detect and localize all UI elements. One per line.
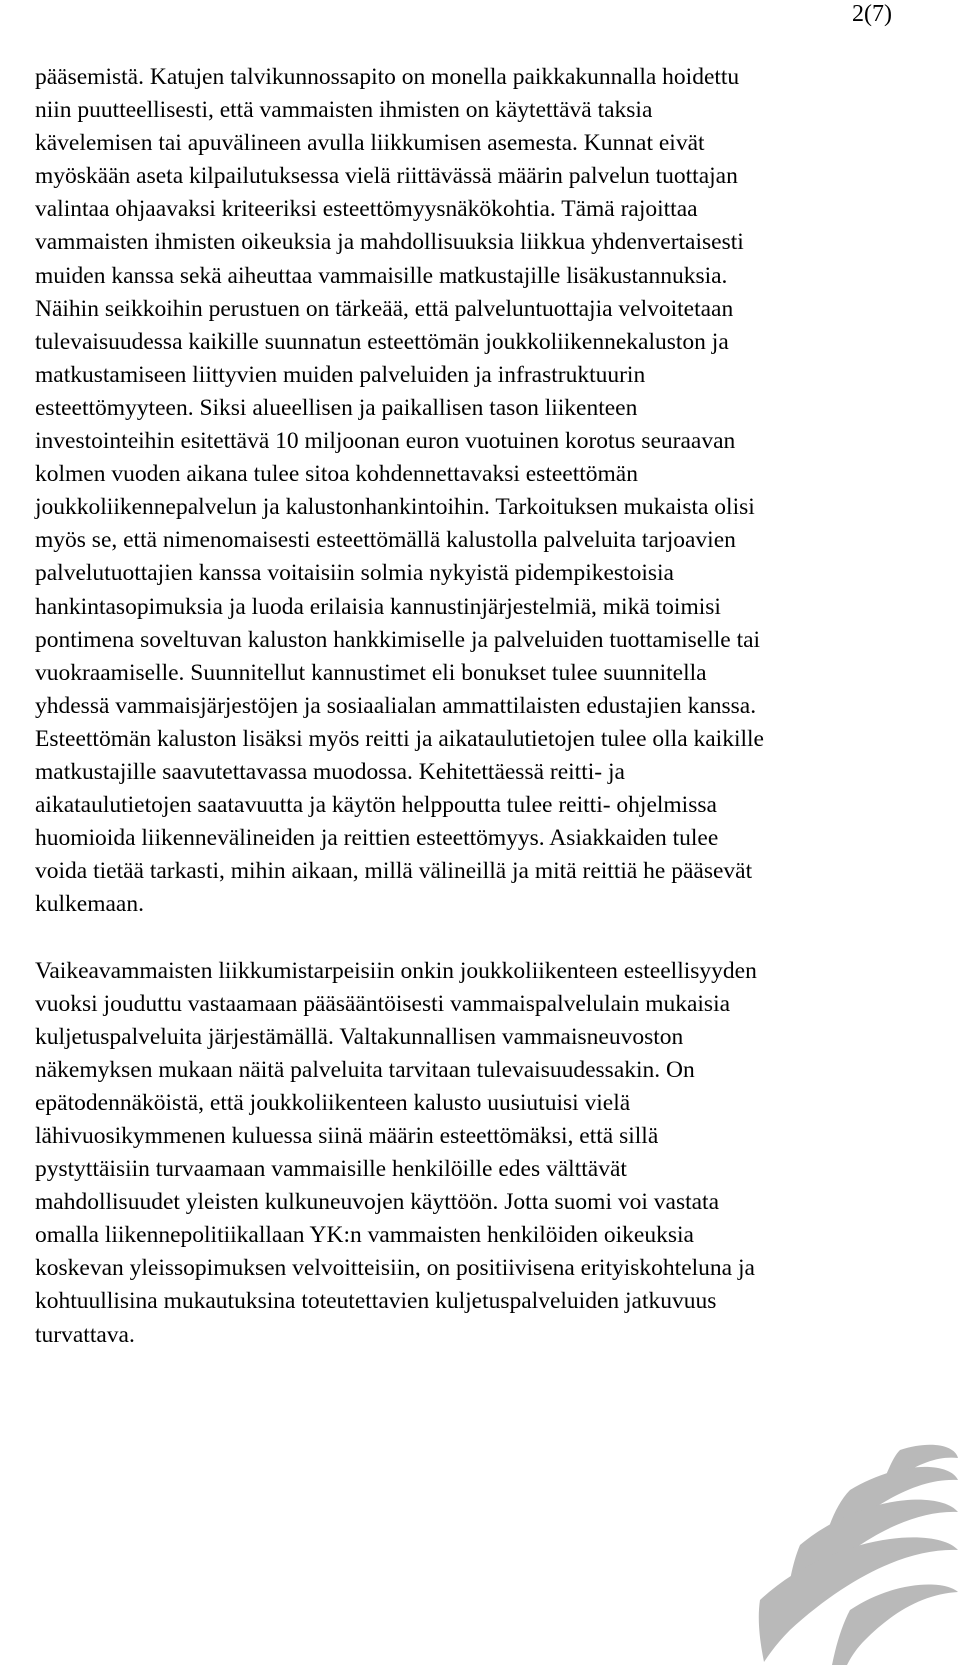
text-line: pystyttäisiin turvaamaan vammaisille henkilöille edes välttävät xyxy=(35,1156,627,1183)
text-line: palvelutuottajien kanssa voitaisiin solmia nykyistä pidempikestoisia xyxy=(35,560,674,587)
text-line: lähivuosikymmenen kuluessa siinä määrin esteettömäksi, että sillä xyxy=(35,1123,659,1149)
document-body xyxy=(35,61,905,1352)
paragraph-1 xyxy=(35,61,905,921)
text-line: kohtuullisina mukautuksina toteutettavien kuljetuspalveluiden jatkuvuus xyxy=(35,1288,717,1315)
text-line: kuljetuspalveluita järjestämällä. Valtakunnallisen vammaisneuvoston xyxy=(35,1023,684,1050)
text-line: muiden kanssa sekä aiheuttaa vammaisille matkustajille lisäkustannuksia. xyxy=(35,262,728,289)
text-line: epätodennäköistä, että joukkoliikenteen kalusto uusiutuisi vielä xyxy=(35,1089,631,1116)
text-line: tulevaisuudessa kaikille suunnatun esteettömän joukkoliikennekaluston ja xyxy=(35,328,729,355)
text-line: näkemyksen mukaan näitä palveluita tarvitaan tulevaisuudessakin. On xyxy=(35,1056,695,1083)
paragraph-2 xyxy=(35,955,905,1352)
text-line: yhdessä vammaisjärjestöjen ja sosiaalialan ammattilaisten edustajien kanssa. xyxy=(35,692,757,719)
text-line: myös se, että nimenomaisesti esteettömällä kalustolla palveluita tarjoavien xyxy=(35,527,736,554)
text-line: huomioida liikennevälineiden ja reittien esteettömyys. Asiakkaiden tulee xyxy=(35,825,719,852)
swoosh-stroke xyxy=(832,1585,958,1665)
text-line: kolmen vuoden aikana tulee sitoa kohdennettavaksi esteettömän xyxy=(35,461,638,488)
text-line: Esteettömän kaluston lisäksi myös reitti ja aikataulutietojen tulee olla kaikille xyxy=(35,725,764,752)
text-line: Näihin seikkoihin perustuen on tärkeää, että palveluntuottajia velvoitetaan xyxy=(35,295,734,322)
text-line: pääsemistä. Katujen talvikunnossapito on monella paikkakunnalla hoidettu xyxy=(35,64,740,90)
text-line: pontimena soveltuvan kaluston hankkimiselle ja palveluiden tuottamiselle tai xyxy=(35,626,761,653)
text-line: omalla liikennepolitiikallaan YK:n vammaisten henkilöiden oikeuksia xyxy=(35,1222,694,1249)
text-line: vammaisten ihmisten oikeuksia ja mahdollisuuksia liikkua yhdenvertaisesti xyxy=(35,229,744,256)
text-line: valintaa ohjaavaksi kriteeriksi esteettömyysnäkökohtia. Tämä rajoittaa xyxy=(35,196,698,223)
text-line: joukkoliikennepalvelun ja kalustonhankintoihin. Tarkoituksen mukaista olisi xyxy=(35,494,755,521)
text-line: esteettömyyteen. Siksi alueellisen ja paikallisen tason liikenteen xyxy=(35,394,638,421)
text-line: koskevan yleissopimuksen velvoitteisiin, on positiivisena erityiskohteluna ja xyxy=(35,1255,755,1282)
text-line: matkustamiseen liittyvien muiden palveluiden ja infrastruktuurin xyxy=(35,361,646,388)
text-line: aikataulutietojen saatavuutta ja käytön helppoutta tulee reitti- ohjelmissa xyxy=(35,792,717,819)
swoosh-logo-icon xyxy=(700,1440,960,1665)
text-line: kulkemaan. xyxy=(35,891,144,918)
text-line: myöskään aseta kilpailutuksessa vielä riittävässä määrin palvelun tuottajan xyxy=(35,163,738,190)
text-line: turvattava. xyxy=(35,1321,135,1348)
paragraph-spacer xyxy=(35,921,905,954)
text-line: vuokraamiselle. Suunnitellut kannustimet eli bonukset tulee suunnitella xyxy=(35,659,707,686)
text-line: Vaikeavammaisten liikkumistarpeisiin onkin joukkoliikenteen esteellisyyden xyxy=(35,957,757,984)
text-line: mahdollisuudet yleisten kulkuneuvojen käyttöön. Jotta suomi voi vastata xyxy=(35,1189,720,1216)
logo-swooshes xyxy=(759,1445,958,1665)
text-line: investointeihin esitettävä 10 miljoonan euron vuotuinen korotus seuraavan xyxy=(35,428,736,455)
text-line: hankintasopimuksia ja luoda erilaisia kannustinjärjestelmiä, mikä toimisi xyxy=(35,593,721,620)
page-number: 2(7) xyxy=(852,1,892,27)
text-line: niin puutteellisesti, että vammaisten ihmisten on käytettävä taksia xyxy=(35,97,653,124)
text-line: matkustajille saavutettavassa muodossa. Kehitettäessä reitti- ja xyxy=(35,758,625,785)
text-line: voida tietää tarkasti, mihin aikaan, millä välineillä ja mitä reittiä he pääsevät xyxy=(35,858,753,885)
text-line: kävelemisen tai apuvälineen avulla liikkumisen asemesta. Kunnat eivät xyxy=(35,130,705,157)
text-line: vuoksi jouduttu vastaamaan pääsääntöisesti vammaispalvelulain mukaisia xyxy=(35,990,731,1017)
